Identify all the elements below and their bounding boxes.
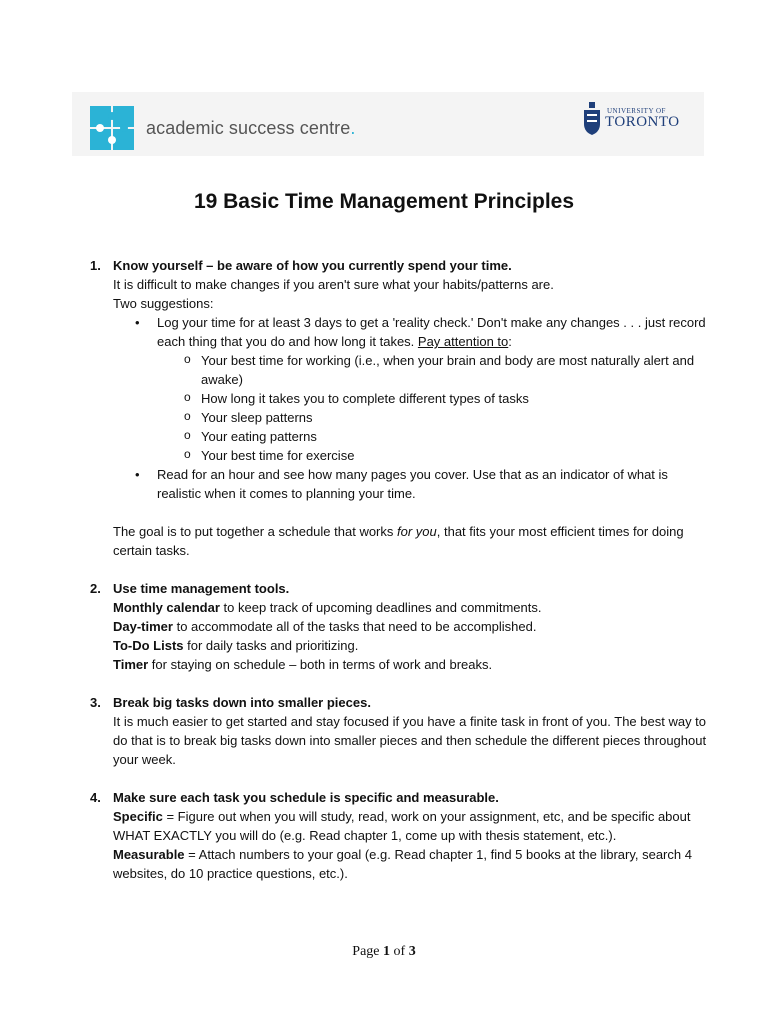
sub-item: o Your sleep patterns — [157, 408, 710, 427]
university-of-toronto-logo — [583, 102, 680, 136]
page-footer: Page 1 of 3 — [352, 944, 416, 959]
total-pages: 3 — [408, 944, 416, 959]
definition-line: Measurable = Attach numbers to your goal (e.g. Read chapter 1, find 5 books at the library, search 4 websites, do 10 practice questions, etc.). — [113, 847, 692, 881]
principle-1 — [90, 256, 710, 560]
sub-item: o Your best time for exercise — [157, 446, 710, 465]
item-number: 4. — [90, 790, 101, 805]
uoft-wordmark — [605, 108, 680, 130]
crest-icon — [583, 102, 601, 136]
uoft-small: UNIVERSITY OF — [607, 107, 666, 115]
text-line: It is difficult to make changes if you aren't sure what your habits/patterns are. — [113, 277, 554, 292]
sub-item: o Your best time for working (i.e., when your brain and body are most naturally alert and awake) — [157, 351, 710, 389]
uoft-big: TORONTO — [605, 114, 680, 130]
principle-3 — [90, 693, 710, 769]
bullet-text: Log your time for at least 3 days to get a 'reality check.' Don't make any changes . . . just record each thing that you do and how long it takes. — [157, 315, 706, 349]
document-body — [90, 256, 710, 883]
bullet-item: • Read for an hour and see how many pages you cover. Use that as an indicator of what is realistic when it comes to planning your time. — [113, 465, 710, 503]
goal-text: The goal is to put together a schedule that works for you, that fits your most efficient times for doing certain tasks. — [113, 524, 684, 558]
punctuation: : — [508, 334, 512, 349]
sub-item: o Your eating patterns — [157, 427, 710, 446]
sub-list — [157, 351, 710, 465]
text-line: Two suggestions: — [113, 296, 214, 311]
tool-line: Day-timer to accommodate all of the tasks that need to be accomplished. — [113, 619, 537, 634]
underlined-text: Pay attention to — [417, 334, 509, 349]
item-number: 3. — [90, 695, 101, 710]
principle-2 — [90, 579, 710, 674]
current-page: 1 — [383, 944, 391, 959]
bullet-list — [113, 313, 710, 503]
bullet-item — [113, 313, 710, 465]
item-number: 1. — [90, 258, 101, 273]
principle-4 — [90, 788, 710, 883]
tool-line: Timer for staying on schedule – both in terms of work and breaks. — [113, 657, 493, 672]
item-number: 2. — [90, 581, 101, 596]
page-title: 19 Basic Time Management Principles — [193, 190, 575, 213]
principle-heading: Know yourself – be aware of how you currently spend your time. — [113, 258, 512, 273]
principle-heading: Make sure each task you schedule is specific and measurable. — [113, 790, 499, 805]
principle-heading: Use time management tools. — [113, 581, 290, 596]
tool-line: Monthly calendar to keep track of upcoming deadlines and commitments. — [113, 600, 542, 615]
paragraph: It is much easier to get started and stay focused if you have a finite task in front of you. The best way to do that is to break big tasks down into smaller pieces and then schedule the different pieces throughout your week. — [113, 714, 707, 767]
logo-text: academic success centre. — [146, 117, 356, 138]
definition-line: Specific = Figure out when you will study, read, work on your assignment, etc, and be specific about WHAT EXACTLY you will do (e.g. Read chapter 1, come up with thesis statement, etc.). — [113, 809, 691, 843]
sub-item: o How long it takes you to complete different types of tasks — [157, 389, 710, 408]
puzzle-icon — [90, 106, 134, 150]
tool-line: To-Do Lists for daily tasks and prioritizing. — [113, 638, 359, 653]
principle-heading: Break big tasks down into smaller pieces. — [113, 695, 371, 710]
academic-success-centre-logo — [90, 104, 356, 152]
